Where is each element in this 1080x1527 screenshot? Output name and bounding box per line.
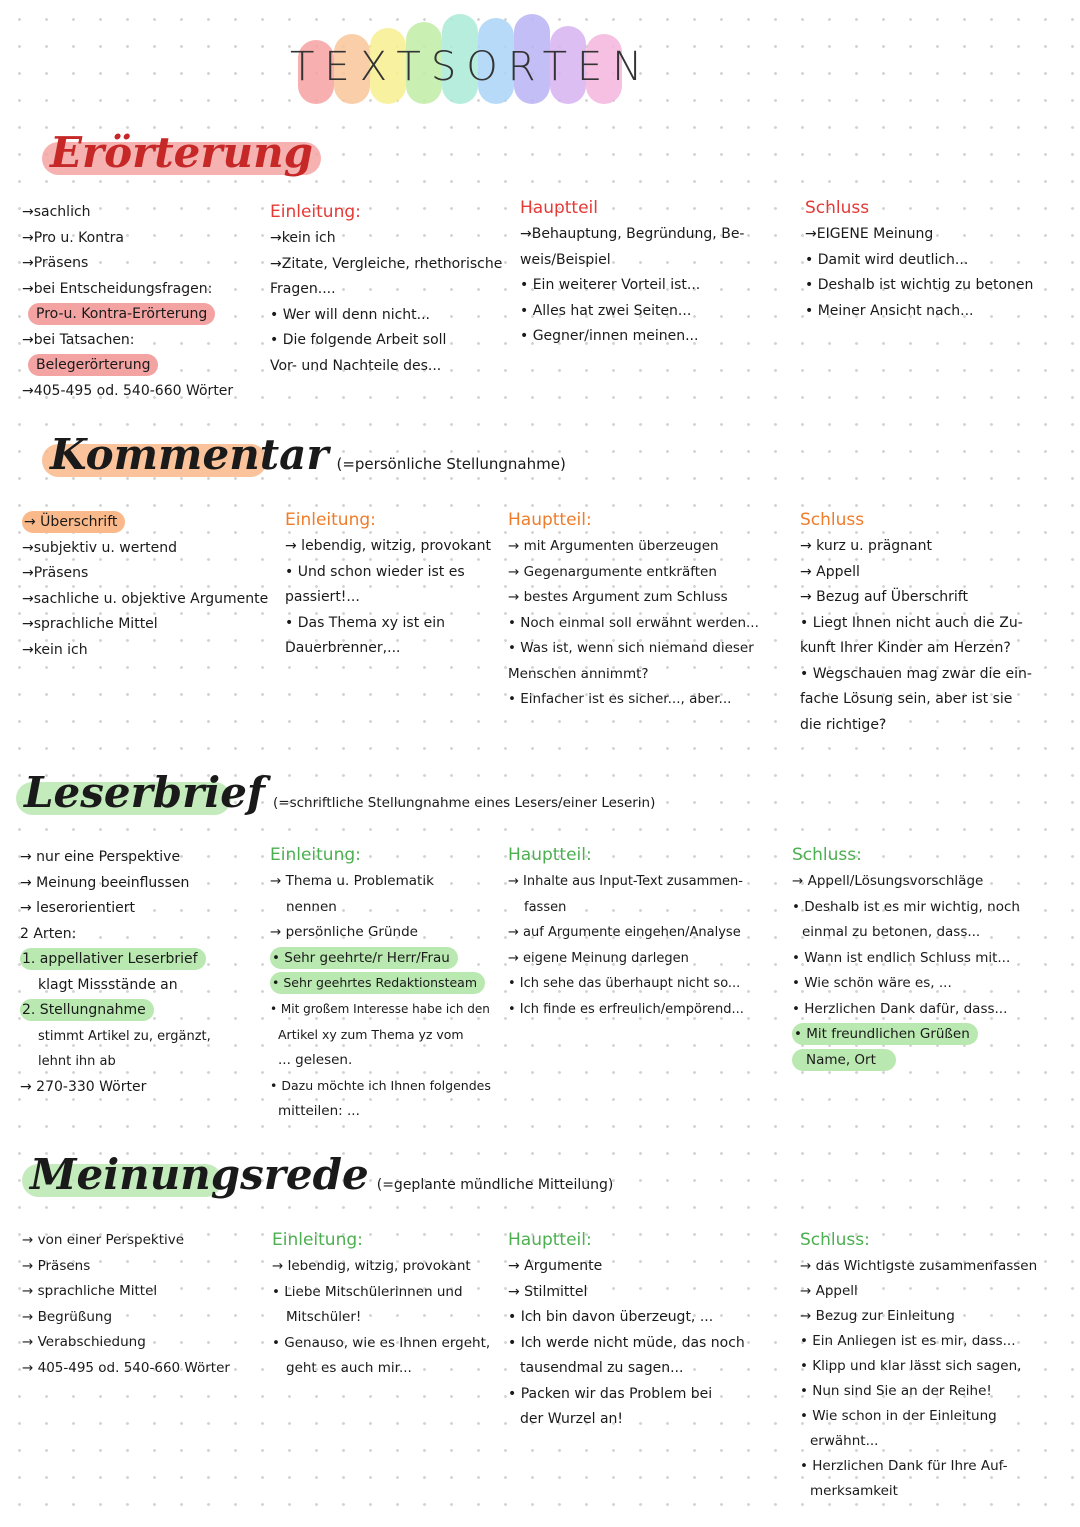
list-item: →subjektiv u. wertend bbox=[22, 539, 177, 556]
list-item: →405-495 od. 540-660 Wörter bbox=[22, 382, 234, 399]
kommentar-hauptteil bbox=[508, 508, 798, 713]
list-item-highlight: • Mit freundlichen Grüßen bbox=[792, 1023, 978, 1045]
heading-text: Meinungsrede bbox=[30, 1150, 369, 1199]
list-item: weis/Beispiel bbox=[520, 251, 611, 268]
list-item: geht es auch mir... bbox=[286, 1360, 412, 1376]
list-item: →EIGENE Meinung bbox=[805, 226, 934, 242]
list-item-highlight: Belegerörterung bbox=[28, 354, 158, 376]
list-item: • Mit großem Interesse habe ich den bbox=[270, 1001, 490, 1016]
list-item: Mitschüler! bbox=[286, 1309, 362, 1325]
list-item: → bestes Argument zum Schluss bbox=[508, 589, 728, 605]
list-item: • Deshalb ist es mir wichtig, noch bbox=[792, 898, 1020, 915]
list-item-highlight: • Sehr geehrte/r Herr/Frau bbox=[270, 947, 458, 969]
list-item: tausendmal zu sagen... bbox=[520, 1360, 684, 1376]
list-item: → lebendig, witzig, provokant bbox=[272, 1258, 471, 1274]
list-item: →bei Entscheidungsfragen: bbox=[22, 280, 213, 297]
list-item: →kein ich bbox=[22, 641, 88, 658]
list-item: mitteilen: ... bbox=[278, 1102, 360, 1119]
list-item: → nur eine Perspektive bbox=[20, 849, 181, 865]
column-title: Hauptteil: bbox=[508, 1230, 592, 1250]
list-item: →kein ich bbox=[270, 230, 336, 246]
list-item: →sprachliche Mittel bbox=[22, 616, 158, 632]
list-item-highlight: • Sehr geehrtes Redaktionsteam bbox=[270, 972, 485, 994]
list-item: einmal zu betonen, dass... bbox=[802, 924, 981, 940]
column-title: Einleitung: bbox=[270, 845, 361, 865]
list-item: →Behauptung, Begründung, Be- bbox=[520, 226, 745, 242]
list-item: → Bezug zur Einleitung bbox=[800, 1308, 955, 1324]
list-item: → lebendig, witzig, provokant bbox=[285, 538, 492, 554]
list-item: merksamkeit bbox=[810, 1483, 898, 1499]
list-item: • Noch einmal soll erwähnt werden... bbox=[508, 614, 759, 631]
list-item: nennen bbox=[286, 898, 337, 915]
list-item: → sprachliche Mittel bbox=[22, 1283, 158, 1299]
list-item: • Herzlichen Dank für Ihre Auf- bbox=[800, 1458, 1008, 1474]
list-item: • Einfacher ist es sicher..., aber... bbox=[508, 691, 732, 707]
heading-kommentar bbox=[50, 430, 566, 479]
list-item: → Inhalte aus Input-Text zusammen- bbox=[508, 874, 743, 889]
list-item: → das Wichtigste zusammenfassen bbox=[800, 1258, 1038, 1274]
meinungsrede-hauptteil bbox=[508, 1228, 798, 1433]
list-item: → eigene Meinung darlegen bbox=[508, 950, 689, 966]
list-item: • Klipp und klar lässt sich sagen, bbox=[800, 1358, 1022, 1374]
list-item: Vor- und Nachteile des... bbox=[270, 357, 442, 374]
list-item-highlight: 2. Stellungnahme bbox=[20, 999, 154, 1021]
meinungsrede-einleitung bbox=[272, 1228, 507, 1382]
list-item: • Wie schön wäre es, ... bbox=[792, 975, 952, 991]
list-item: → auf Argumente eingehen/Analyse bbox=[508, 925, 741, 940]
column-title: Schluss: bbox=[792, 845, 862, 865]
list-item: Artikel xy zum Thema yz vom bbox=[278, 1027, 464, 1042]
list-item: • Und schon wieder ist es bbox=[285, 563, 465, 580]
heading-text: Leserbrief bbox=[24, 768, 265, 817]
list-item: • Ich bin davon überzeugt, ... bbox=[508, 1309, 714, 1325]
heading-meinungsrede bbox=[30, 1150, 613, 1199]
list-item: → kurz u. prägnant bbox=[800, 538, 932, 554]
list-item: klagt Missstände an bbox=[38, 976, 178, 993]
list-item: • Packen wir das Problem bei bbox=[508, 1385, 713, 1402]
list-item: • Die folgende Arbeit soll bbox=[270, 332, 447, 348]
list-item: Dauerbrenner,... bbox=[285, 640, 401, 656]
list-item: die richtige? bbox=[800, 716, 887, 733]
list-item: →sachlich bbox=[22, 204, 91, 220]
list-item: • Dazu möchte ich Ihnen folgendes bbox=[270, 1078, 491, 1093]
list-item: → Begrüßung bbox=[22, 1308, 113, 1325]
list-item: →Präsens bbox=[22, 255, 89, 271]
list-item: → Appell bbox=[800, 563, 860, 580]
list-item: • Wegschauen mag zwar die ein- bbox=[800, 665, 1032, 682]
list-item: • Liebe Mitschülerinnen und bbox=[272, 1283, 463, 1300]
column-title: Einleitung: bbox=[272, 1230, 363, 1250]
list-item: • Was ist, wenn sich niemand dieser bbox=[508, 640, 754, 656]
list-item: →sachliche u. objektive Argumente bbox=[22, 590, 269, 607]
eroerterung-schluss bbox=[805, 196, 1073, 324]
page-title-block bbox=[290, 12, 653, 112]
list-item: → Meinung beeinflussen bbox=[20, 874, 190, 891]
list-item: • Meiner Ansicht nach... bbox=[805, 302, 974, 319]
list-item: → 405-495 od. 540-660 Wörter bbox=[22, 1359, 230, 1376]
list-item: • Wann ist endlich Schluss mit... bbox=[792, 949, 1011, 966]
list-item: lehnt ihn ab bbox=[38, 1054, 116, 1069]
list-item: → Gegenargumente entkräften bbox=[508, 563, 717, 580]
list-item: • Ich finde es erfreulich/empörend... bbox=[508, 1001, 744, 1017]
heading-text: Kommentar bbox=[50, 430, 329, 479]
list-item: • Gegner/innen meinen... bbox=[520, 328, 699, 344]
column-title: Hauptteil bbox=[520, 198, 599, 218]
list-item: • Nun sind Sie an der Reihe! bbox=[800, 1383, 992, 1399]
eroerterung-features bbox=[22, 200, 272, 404]
list-item: → 270-330 Wörter bbox=[20, 1078, 147, 1095]
list-item: → Präsens bbox=[22, 1257, 91, 1274]
list-item: • Herzlichen Dank dafür, dass... bbox=[792, 1000, 1008, 1017]
list-item: • Alles hat zwei Seiten... bbox=[520, 302, 692, 319]
leserbrief-schluss bbox=[792, 843, 1073, 1073]
list-item: • Wer will denn nicht... bbox=[270, 306, 430, 323]
leserbrief-features bbox=[20, 845, 280, 1100]
heading-leserbrief bbox=[24, 768, 655, 817]
meinungsrede-features bbox=[22, 1228, 272, 1381]
list-item: →bei Tatsachen: bbox=[22, 331, 135, 348]
list-item: kunft Ihrer Kinder am Herzen? bbox=[800, 640, 1011, 656]
column-title: Schluss bbox=[805, 198, 870, 218]
list-item: → Appell/Lösungsvorschläge bbox=[792, 873, 984, 889]
list-item: → Stilmittel bbox=[508, 1283, 588, 1300]
list-item: →Zitate, Vergleiche, rhethorische bbox=[270, 255, 503, 272]
heading-text: Erörterung bbox=[50, 128, 313, 177]
list-item: der Wurzel an! bbox=[520, 1411, 624, 1427]
column-title: Schluss: bbox=[800, 1230, 870, 1250]
meinungsrede-schluss bbox=[800, 1228, 1073, 1504]
list-item: →Präsens bbox=[22, 565, 89, 581]
list-item: • Wie schon in der Einleitung bbox=[800, 1408, 997, 1424]
list-item: • Ich sehe das überhaupt nicht so... bbox=[508, 976, 741, 991]
eroerterung-hauptteil bbox=[520, 196, 800, 350]
list-item: Fragen.... bbox=[270, 281, 336, 297]
column-title: Hauptteil: bbox=[508, 845, 592, 865]
column-title: Einleitung: bbox=[270, 202, 361, 222]
list-item-highlight: → Überschrift bbox=[22, 511, 125, 533]
list-item: fassen bbox=[524, 899, 567, 915]
kommentar-einleitung bbox=[285, 508, 510, 662]
list-item: → Verabschiedung bbox=[22, 1334, 146, 1350]
list-item: →Pro u. Kontra bbox=[22, 229, 124, 246]
list-item: • Deshalb ist wichtig zu betonen bbox=[805, 277, 1034, 293]
list-item: • Liegt Ihnen nicht auch die Zu- bbox=[800, 614, 1023, 631]
list-item: • Ein Anliegen ist es mir, dass... bbox=[800, 1333, 1016, 1349]
list-item: fache Lösung sein, aber ist sie bbox=[800, 691, 1013, 707]
list-item: passiert!... bbox=[285, 589, 360, 605]
list-item: → persönliche Gründe bbox=[270, 924, 418, 940]
list-item: 2 Arten: bbox=[20, 925, 77, 942]
heading-subtitle: (=geplante mündliche Mitteilung) bbox=[376, 1177, 614, 1193]
kommentar-features bbox=[22, 510, 292, 663]
heading-subtitle: (=persönliche Stellungnahme) bbox=[336, 455, 566, 473]
list-item: → Appell bbox=[800, 1283, 858, 1299]
list-item: → leserorientiert bbox=[20, 900, 135, 916]
column-title: Einleitung: bbox=[285, 510, 376, 530]
list-item: • Ein weiterer Vorteil ist... bbox=[520, 277, 701, 293]
list-item: erwähnt... bbox=[810, 1433, 879, 1449]
kommentar-schluss bbox=[800, 508, 1073, 738]
column-title: Hauptteil: bbox=[508, 510, 592, 530]
eroerterung-einleitung bbox=[270, 200, 520, 379]
list-item-highlight: 1. appellativer Leserbrief bbox=[20, 948, 206, 970]
column-title: Schluss bbox=[800, 510, 865, 530]
list-item: Menschen annimmt? bbox=[508, 665, 649, 682]
heading-subtitle: (=schriftliche Stellungnahme eines Lesers/einer Leserin) bbox=[273, 795, 656, 811]
list-item: ... gelesen. bbox=[278, 1051, 353, 1068]
list-item: → Argumente bbox=[508, 1258, 603, 1274]
list-item-highlight: Name, Ort bbox=[792, 1049, 896, 1071]
leserbrief-hauptteil bbox=[508, 843, 798, 1022]
page-title: TEXTSORTEN bbox=[290, 44, 653, 90]
list-item: • Ich werde nicht müde, das noch bbox=[508, 1334, 745, 1351]
list-item: • Damit wird deutlich... bbox=[805, 251, 969, 268]
list-item: → Thema u. Problematik bbox=[270, 873, 434, 889]
list-item: → Bezug auf Überschrift bbox=[800, 589, 968, 605]
heading-eroerterung bbox=[50, 128, 313, 177]
list-item: stimmt Artikel zu, ergänzt, bbox=[38, 1028, 211, 1044]
leserbrief-einleitung bbox=[270, 843, 505, 1124]
list-item-highlight: Pro-u. Kontra-Erörterung bbox=[28, 303, 215, 325]
list-item: • Genauso, wie es Ihnen ergeht, bbox=[272, 1334, 491, 1351]
list-item: → von einer Perspektive bbox=[22, 1232, 185, 1248]
list-item: • Das Thema xy ist ein bbox=[285, 614, 446, 631]
list-item: → mit Argumenten überzeugen bbox=[508, 538, 719, 554]
